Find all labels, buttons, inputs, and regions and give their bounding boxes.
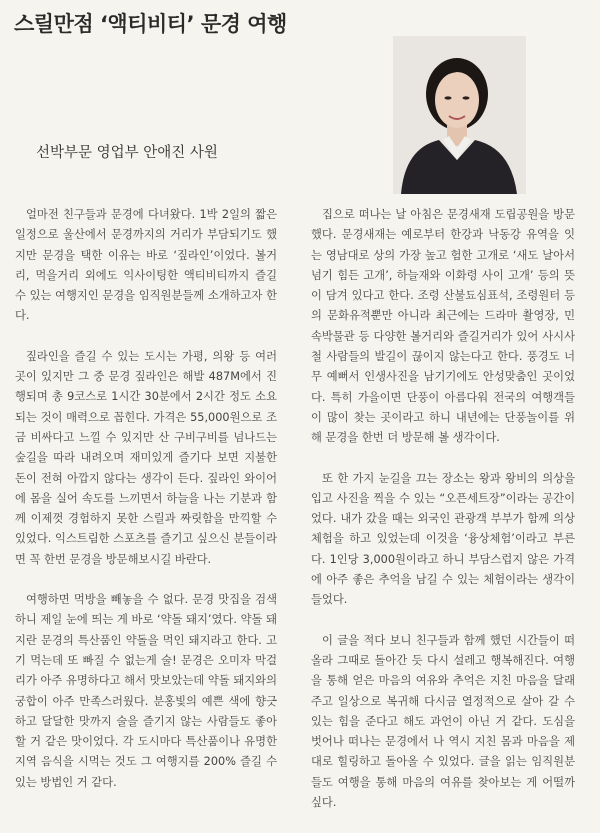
author-photo xyxy=(393,36,526,194)
paragraph: 이 글을 적다 보니 친구들과 함께 했던 시간들이 떠올라 그때로 돌아간 듯 다시 설레고 행복해진다. 여행을 통해 얻은 마음의 여유와 추억은 지친 마음을 달래주고 일상으로 복귀해 다시금 열정적으로 살아 갈 수 있는 힘을 준다고 해도 과언이 아닌 거 같다. 도심을 벗어나 떠나는 문경에서 나 역시 지친 몸과 마음을 제대로 힐링하고 돌아올 수 있었다. 글을 읽는 임직원분들도 여행을 통해 마음의 여유를 찾아보는 게 어떨까 싶다. xyxy=(311,633,575,810)
paragraph: 집으로 떠나는 날 아침은 문경새재 도립공원을 방문했다. 문경새재는 예로부터 한강과 낙동강 유역을 잇는 영남대로 상의 가장 높고 험한 고개로 ‘새도 날아서 넘기 힘든 고개’, 하늘재와 이화령 사이 고개’ 등의 뜻이 담겨 있다고 한다. 조령 산불됴심표석, 조령원터 등의 문화유적뿐만 아니라 최근에는 드라마 촬영장, 민속박물관 등 다양한 볼거리와 즐길거리가 있어 사시사철 사람들의 발길이 끊이지 않는다고 한다. 풍경도 너무 예뻐서 인생사진을 남기기에도 안성맞춤인 곳이었다. 특히 가을이면 단풍이 아름다워 전국의 여행객들이 많이 찾는 곳이라고 하니 내년에는 단풍놀이를 위해 문경을 한번 더 방문해 볼 생각이다. xyxy=(311,208,575,445)
paragraph: 짚라인을 즐길 수 있는 도시는 가평, 의왕 등 여러 곳이 있지만 그 중 문경 짚라인은 해발 487M에서 진행되며 총 9코스로 1시간 30분에서 2시간 정도 소요되는 것이 매력으로 꼽힌다. 가격은 55,000원으로 조금 비싸다고 느낄 수 있지만 산 구비구비를 넘나드는 숲길을 따라 내려오며 재미있게 즐기다 보면 지불한 돈이 전혀 아깝지 않다는 생각이 든다. 짚라인 와이어에 몸을 실어 속도를 느끼면서 하늘을 나는 기분과 함께 이제껏 경험하지 못한 스릴과 짜릿함을 만끽할 수 있었다. 익스트림한 스포츠를 즐기고 싶으신 분들이라면 꼭 한번 문경을 방문해보시길 바란다. xyxy=(15,349,277,566)
article-title: 스릴만점 ‘액티비티’ 문경 여행 xyxy=(14,12,287,36)
article-column-right xyxy=(311,205,575,833)
portrait-photo-icon xyxy=(393,36,526,194)
paragraph: 여행하면 먹방을 빼놓을 수 없다. 문경 맛집을 검색하니 제일 눈에 띄는 게 바로 ‘약돌 돼지’였다. 약돌 돼지란 문경의 특산품인 약돌을 먹인 돼지라고 한다. 고기 먹는데 또 빠질 수 없는게 술! 문경은 오미자 막걸리가 아주 유명하다고 해서 맛보았는데 약돌 돼지와의 궁합이 아주 만족스러웠다. 분홍빛의 예쁜 색에 향긋하고 달달한 맛까지 술을 즐기지 않는 사람들도 좋아할 거 같은 맛이었다. 각 도시마다 특산품이나 유명한 지역 음식을 시먹는 것도 그 여행지를 200% 즐길 수 있는 방법인 거 같다. xyxy=(15,593,277,789)
article-column-left xyxy=(15,205,277,813)
author-byline: 선박부문 영업부 안애진 사원 xyxy=(36,145,218,161)
paragraph: 얼마전 친구들과 문경에 다녀왔다. 1박 2일의 짧은 일정으로 울산에서 문경까지의 거리가 부담되기도 했지만 문경을 택한 이유는 바로 ‘짚라인’이었다. 볼거리, 먹을거리 외에도 익사이팅한 액티비티까지 즐길 수 있는 여행지인 문경을 임직원분들께 소개하고자 한다. xyxy=(15,208,277,323)
paragraph: 또 한 가지 눈길을 끄는 장소는 왕과 왕비의 의상을 입고 사진을 찍을 수 있는 “오픈세트장”이라는 공간이었다. 내가 갔을 때는 외국인 관광객 부부가 함께 의상체험을 하고 있었는데 이것을 ‘융상체험’이라고 부른다. 1인당 3,000원이라고 하니 부담스럽지 않은 가격에 아주 좋은 추억을 남길 수 있는 체험이라는 생각이 들었다. xyxy=(311,471,575,607)
